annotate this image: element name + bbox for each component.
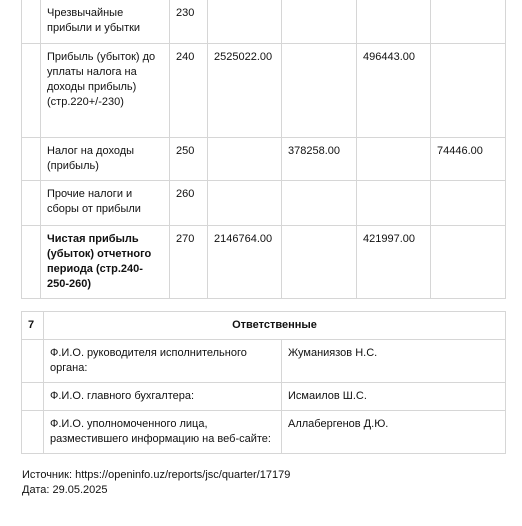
row-value-2 — [282, 0, 357, 43]
row-value-2 — [282, 43, 357, 137]
row-value-2 — [282, 225, 357, 298]
section-header-row — [22, 312, 506, 340]
report-date: Дата: 29.05.2025 — [22, 484, 108, 496]
responsible-persons-table — [21, 311, 506, 454]
row-value-4: 74446.00 — [431, 137, 506, 180]
section-title: Ответственные — [44, 312, 506, 340]
row-value-4 — [431, 43, 506, 137]
row-value-3 — [357, 180, 431, 225]
row-value-3 — [357, 0, 431, 43]
row-name: Прибыль (убыток) до уплаты налога на доходы прибыль) (стр.220+/-230) — [41, 43, 170, 137]
section-number: 7 — [22, 312, 44, 340]
row-code: 250 — [170, 137, 208, 180]
responsible-value: Исмаилов Ш.С. — [282, 383, 506, 411]
row-name: Чрезвычайные прибыли и убытки — [41, 0, 170, 43]
row-code: 260 — [170, 180, 208, 225]
row-value-1 — [208, 180, 282, 225]
row-value-1 — [208, 0, 282, 43]
responsible-value: Аллабергенов Д.Ю. — [282, 411, 506, 454]
table-row — [22, 180, 506, 225]
table-row — [22, 383, 506, 411]
responsible-label: Ф.И.О. уполномоченного лица, разместившего информацию на веб-сайте: — [44, 411, 282, 454]
row-value-3: 496443.00 — [357, 43, 431, 137]
row-value-1 — [208, 137, 282, 180]
row-value-2: 378258.00 — [282, 137, 357, 180]
row-value-1: 2146764.00 — [208, 225, 282, 298]
table-row — [22, 137, 506, 180]
responsible-label: Ф.И.О. руководителя исполнительного органа: — [44, 340, 282, 383]
row-value-3 — [357, 137, 431, 180]
row-code: 230 — [170, 0, 208, 43]
row-code: 270 — [170, 225, 208, 298]
responsible-value: Жуманиязов Н.С. — [282, 340, 506, 383]
row-code: 240 — [170, 43, 208, 137]
row-name: Прочие налоги и сборы от прибыли — [41, 180, 170, 225]
responsible-label: Ф.И.О. главного бухгалтера: — [44, 383, 282, 411]
table-row — [22, 340, 506, 383]
table-row — [22, 411, 506, 454]
table-row — [22, 0, 506, 43]
row-value-3: 421997.00 — [357, 225, 431, 298]
row-value-4 — [431, 180, 506, 225]
row-value-4 — [431, 0, 506, 43]
row-value-1: 2525022.00 — [208, 43, 282, 137]
source-link[interactable]: Источник: https://openinfo.uz/reports/jsc/quarter/17179 — [22, 469, 291, 481]
row-value-4 — [431, 225, 506, 298]
table-row — [22, 43, 506, 137]
financial-results-table — [21, 0, 506, 299]
row-value-2 — [282, 180, 357, 225]
row-name: Налог на доходы (прибыль) — [41, 137, 170, 180]
row-name: Чистая прибыль (убыток) отчетного периода (стр.240-250-260) — [41, 225, 170, 298]
table-row — [22, 225, 506, 298]
